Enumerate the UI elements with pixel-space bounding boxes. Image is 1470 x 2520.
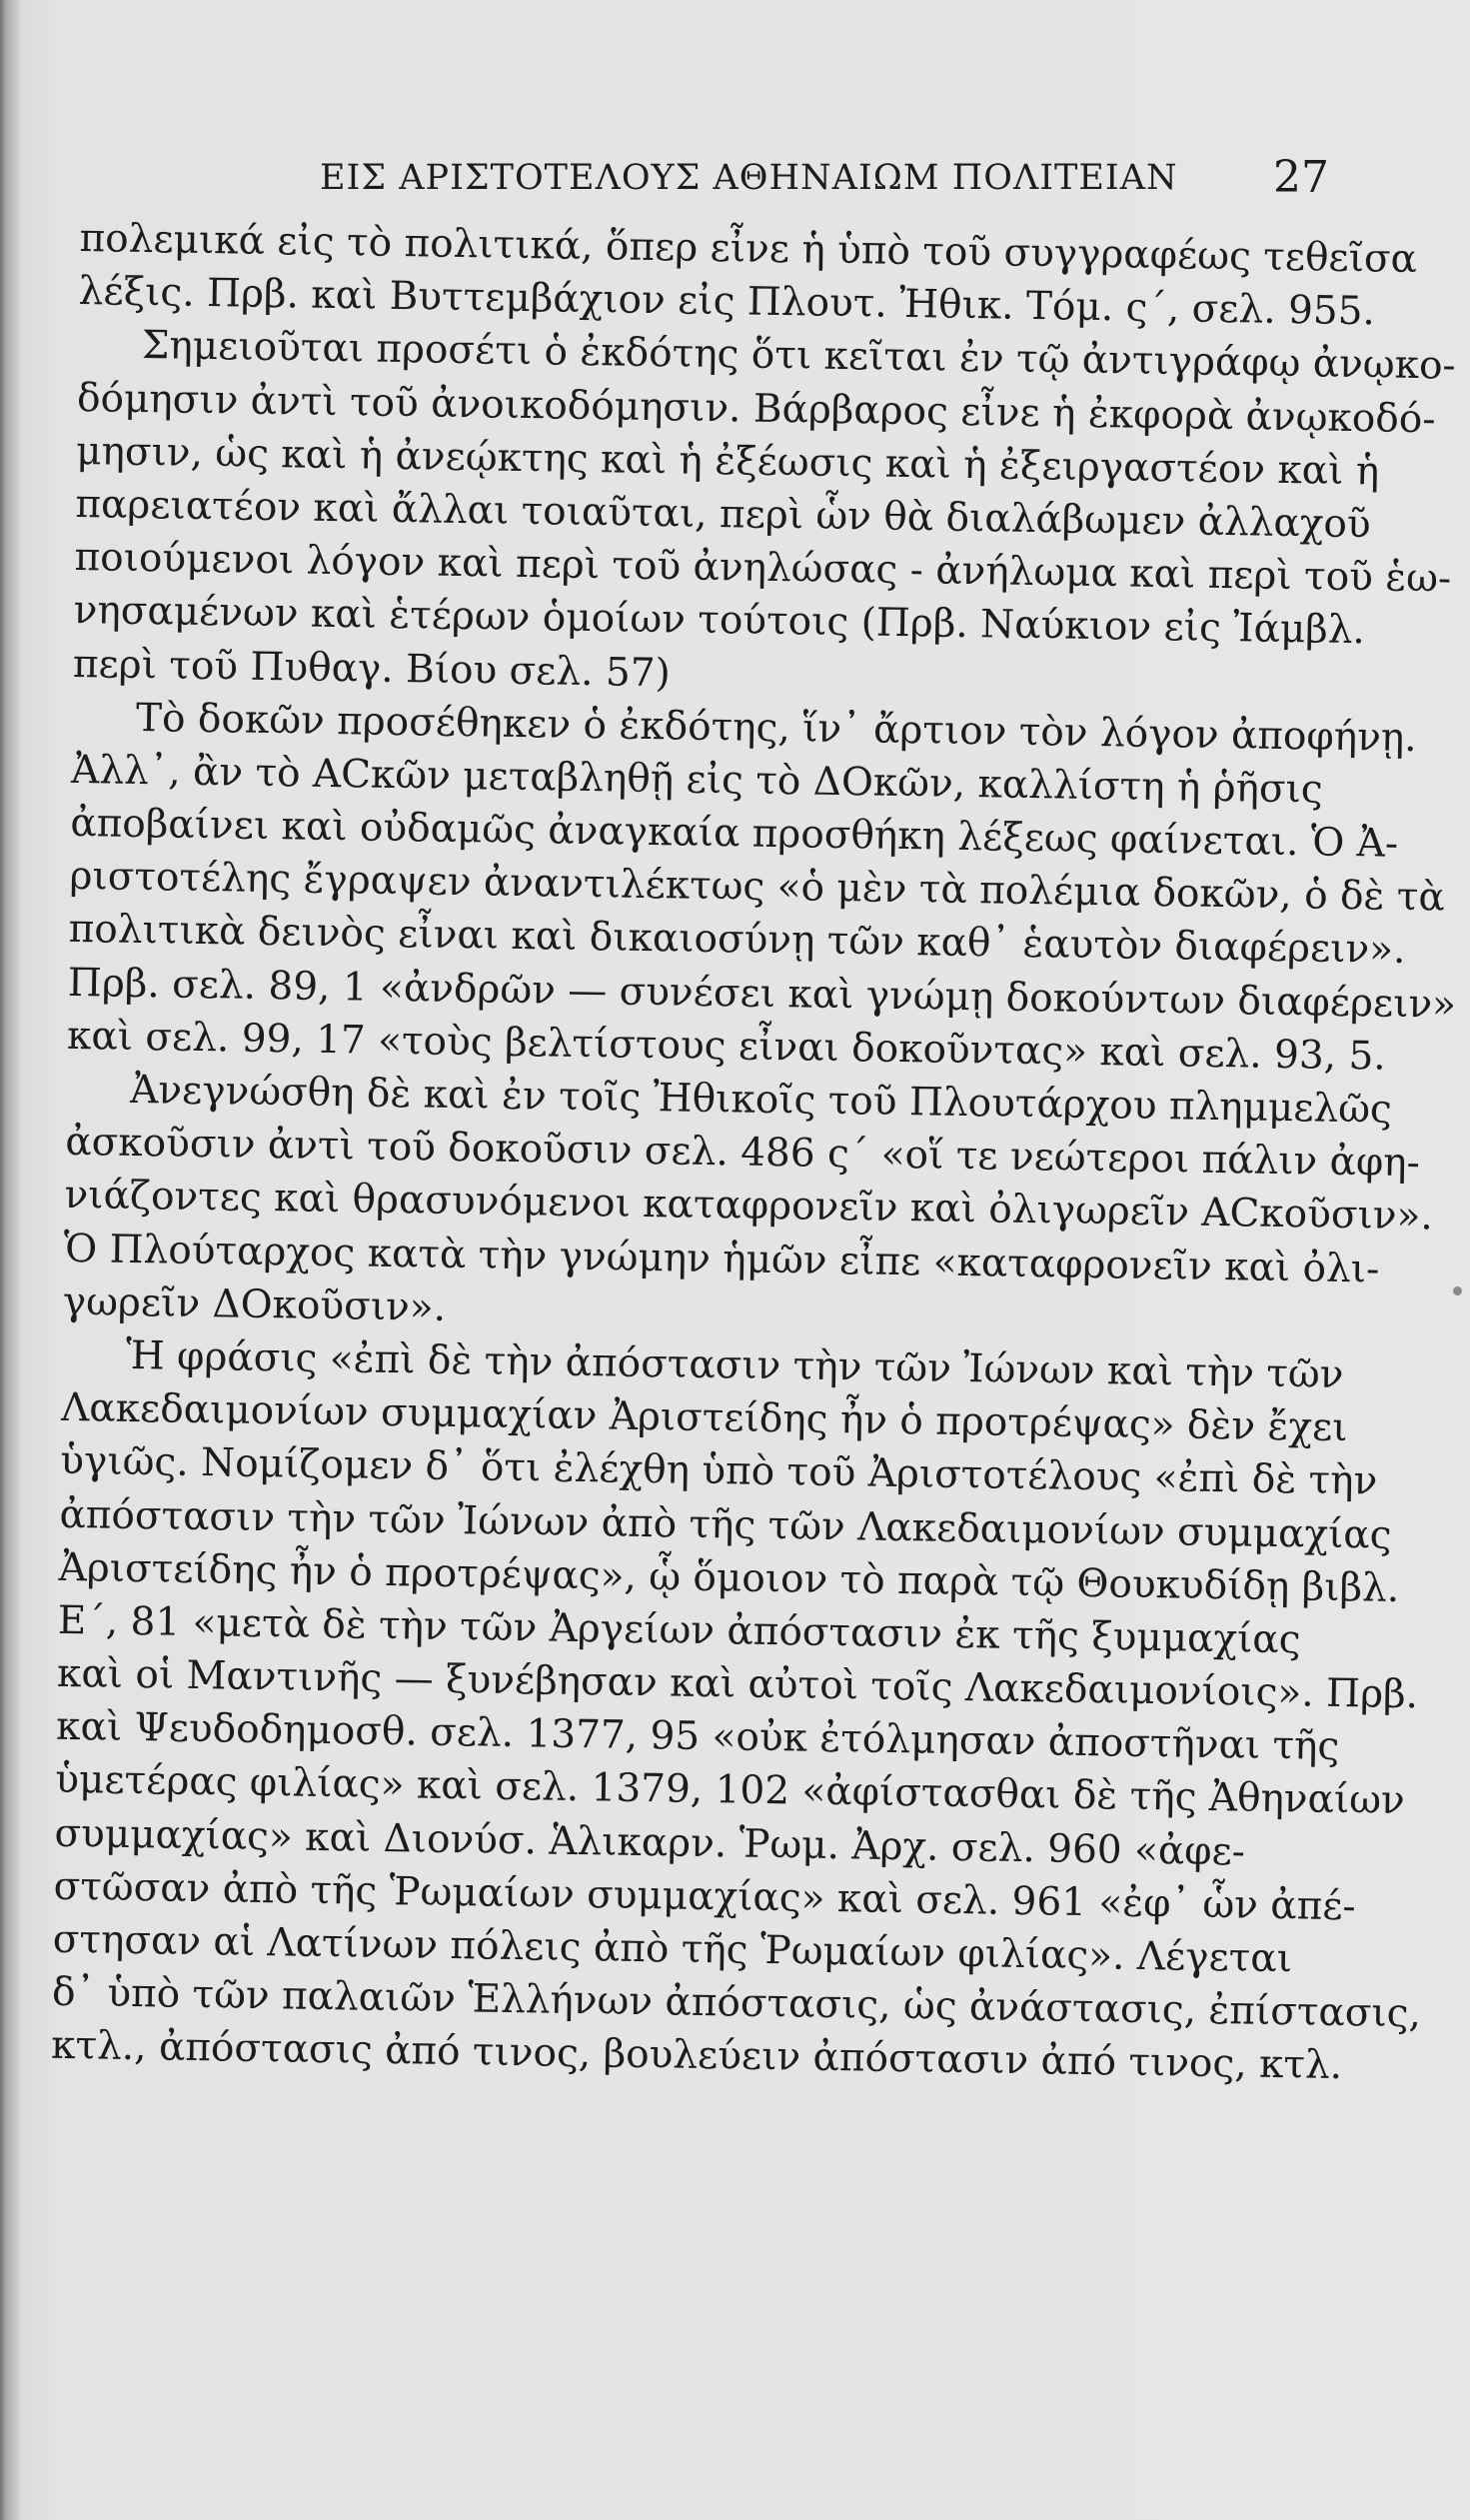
text-line: Ε΄, 81 «μετὰ δὲ τὴν τῶν Ἀργείων ἀπόστασιν ἐκ τῆς ξυμμαχίας bbox=[57, 1597, 1301, 1663]
running-title: ΕΙΣ ΑΡΙΣΤΟΤΕΛΟΥΣ ΑΘΗΝΑΙΩΜ ΠΟΛΙΤΕΙΑΝ bbox=[320, 158, 1178, 198]
ink-speck bbox=[1453, 1286, 1462, 1295]
text-line: Πρβ. σελ. 89, 1 «ἀνδρῶν — συνέσει καὶ γνώμῃ δοκούντων διαφέρειν» bbox=[67, 960, 1457, 1028]
text-line: Σημειοῦται προσέτι ὁ ἐκδότης ὅτι κεῖται ἐν τῷ ἀντιγράφῳ ἀνῳκο- bbox=[141, 323, 1457, 390]
text-line: λέξις. Πρβ. καὶ Βυττεμβάχιον εἰς Πλουτ. Ἠθικ. Τόμ. ς΄, σελ. 955. bbox=[78, 269, 1376, 335]
text-line: καὶ Ψευδοδημοσθ. σελ. 1377, 95 «οὐκ ἐτόλμησαν ἀποστῆναι τῆς bbox=[55, 1704, 1340, 1770]
body-text bbox=[50, 212, 1457, 2092]
text-line: Ὁ Πλούταρχος κατὰ τὴν γνώμην ἡμῶν εἶπε «καταφρονεῖν καὶ ὀλι- bbox=[63, 1226, 1380, 1292]
text-line: ποιούμενοι λόγον καὶ περὶ τοῦ ἀνηλώσας - ἀνήλωμα καὶ περὶ τοῦ ἑω- bbox=[74, 535, 1452, 602]
text-line: Ἀριστείδης ἦν ὁ προτρέψας», ᾧ ὅμοιον τὸ παρὰ τῷ Θουκυδίδῃ βιβλ. bbox=[58, 1544, 1400, 1611]
text-line: ἀσκοῦσιν ἀντὶ τοῦ δοκοῦσιν σελ. 486 ς΄ «οἵ τε νεώτεροι πάλιν ἀφη- bbox=[65, 1120, 1421, 1187]
text-line: ὑγιῶς. Νομίζομεν δ᾽ ὅτι ἐλέχθη ὑπὸ τοῦ Ἀριστοτέλους «ἐπὶ δὲ τὴν bbox=[60, 1438, 1378, 1504]
text-line: ὑμετέρας φιλίας» καὶ σελ. 1379, 102 «ἀφίστασθαι δὲ τῆς Ἀθηναίων bbox=[55, 1757, 1406, 1824]
text-line: δ᾽ ὑπὸ τῶν παλαιῶν Ἑλλήνων ἀπόστασις, ὡς ἀνάστασις, ἐπίστασις, bbox=[51, 1969, 1422, 2037]
page-number: 27 bbox=[1273, 152, 1329, 203]
text-line: Τὸ δοκῶν προσέθηκεν ὁ ἐκδότης, ἵν᾽ ἄρτιον τὸν λόγον ἀποφήνῃ. bbox=[135, 695, 1417, 761]
text-line: Λακεδαιμονίων συμμαχίαν Ἀριστείδης ἦν ὁ προτρέψας» δὲν ἔχει bbox=[60, 1384, 1348, 1451]
text-line: περὶ τοῦ Πυθαγ. Βίου σελ. 57) bbox=[72, 641, 672, 696]
text-line: στησαν αἱ Λατίνων πόλεις ἀπὸ τῆς Ῥωμαίων φιλίας». Λέγεται bbox=[52, 1916, 1293, 1982]
text-line: γωρεῖν ΔΟκοῦσιν». bbox=[62, 1278, 447, 1330]
text-line: νησαμένων καὶ ἑτέρων ὁμοίων τούτοις (Πρβ. Ναύκιον εἰς Ἰάμβλ. bbox=[73, 588, 1366, 654]
text-line: καὶ οἱ Μαντινῆς — ξυνέβησαν καὶ αὐτοὶ τοῖς Λακεδαιμονίοις». Πρβ. bbox=[56, 1650, 1419, 1718]
text-line: ἀπόστασιν τὴν τῶν Ἰώνων ἀπὸ τῆς τῶν Λακεδαιμονίων συμμαχίας bbox=[59, 1491, 1392, 1558]
page-header bbox=[320, 150, 1329, 210]
text-line: ἀποβαίνει καὶ οὐδαμῶς ἀναγκαία προσθήκη λέξεως φαίνεται. Ὁ Ἀ- bbox=[70, 800, 1399, 867]
text-line: κτλ., ἀπόστασις ἀπό τινος, βουλεύειν ἀπόστασιν ἀπό τινος, κτλ. bbox=[50, 2023, 1343, 2089]
text-line: Ἀλλ᾽, ἂν τὸ ΑCκῶν μεταβληθῇ εἰς τὸ ΔΟκῶν, καλλίστη ἡ ῥῆσις bbox=[70, 747, 1324, 813]
text-line: στῶσαν ἀπὸ τῆς Ῥωμαίων συμμαχίας» καὶ σελ. 961 «ἐφ᾽ ὧν ἀπέ- bbox=[53, 1863, 1357, 1930]
text-line: Ἡ φράσις «ἐπὶ δὲ τὴν ἀπόστασιν τὴν τῶν Ἰώνων καὶ τὴν τῶν bbox=[125, 1332, 1344, 1397]
text-line: Ἀνεγνώσθη δὲ καὶ ἐν τοῖς Ἠθικοῖς τοῦ Πλουτάρχου πλημμελῶς bbox=[129, 1067, 1393, 1133]
text-line: συμμαχίας» καὶ Διονύσ. Ἁλικαρν. Ῥωμ. Ἀρχ. σελ. 960 «ἀφε- bbox=[54, 1810, 1246, 1875]
text-line: νιάζοντες καὶ θρασυνόμενοι καταφρονεῖν καὶ ὀλιγωρεῖν ΑCκοῦσιν». bbox=[64, 1173, 1434, 1240]
text-line: καὶ σελ. 99, 17 «τοὺς βελτίστους εἶναι δοκοῦντας» καὶ σελ. 93, 5. bbox=[66, 1013, 1387, 1080]
text-line: πολιτικὰ δεινὸς εἶναι καὶ δικαιοσύνῃ τῶν καθ᾽ ἑαυτὸν διαφέρειν». bbox=[68, 907, 1406, 974]
text-line: μησιν, ὡς καὶ ἡ ἀνεῴκτης καὶ ἡ ἐξέωσις καὶ ἡ ἐξειργαστέον καὶ ἡ bbox=[75, 428, 1380, 495]
text-line: πολεμικά εἰς τὸ πολιτικά, ὅπερ εἶνε ἡ ὑπὸ τοῦ συγγραφέως τεθεῖσα bbox=[79, 215, 1418, 283]
text-line: παρειατέον καὶ ἄλλαι τοιαῦται, περὶ ὧν θὰ διαλάβωμεν ἀλλαχοῦ bbox=[75, 481, 1371, 548]
text-line: δόμησιν ἀντὶ τοῦ ἀνοικοδόμησιν. Βάρβαρος εἶνε ἡ ἐκφορὰ ἀνῳκοδό- bbox=[76, 375, 1436, 442]
text-line: ριστοτέλης ἔγραψεν ἀναντιλέκτως «ὁ μὲν τὰ πολέμια δοκῶν, ὁ δὲ τὰ bbox=[69, 854, 1446, 921]
